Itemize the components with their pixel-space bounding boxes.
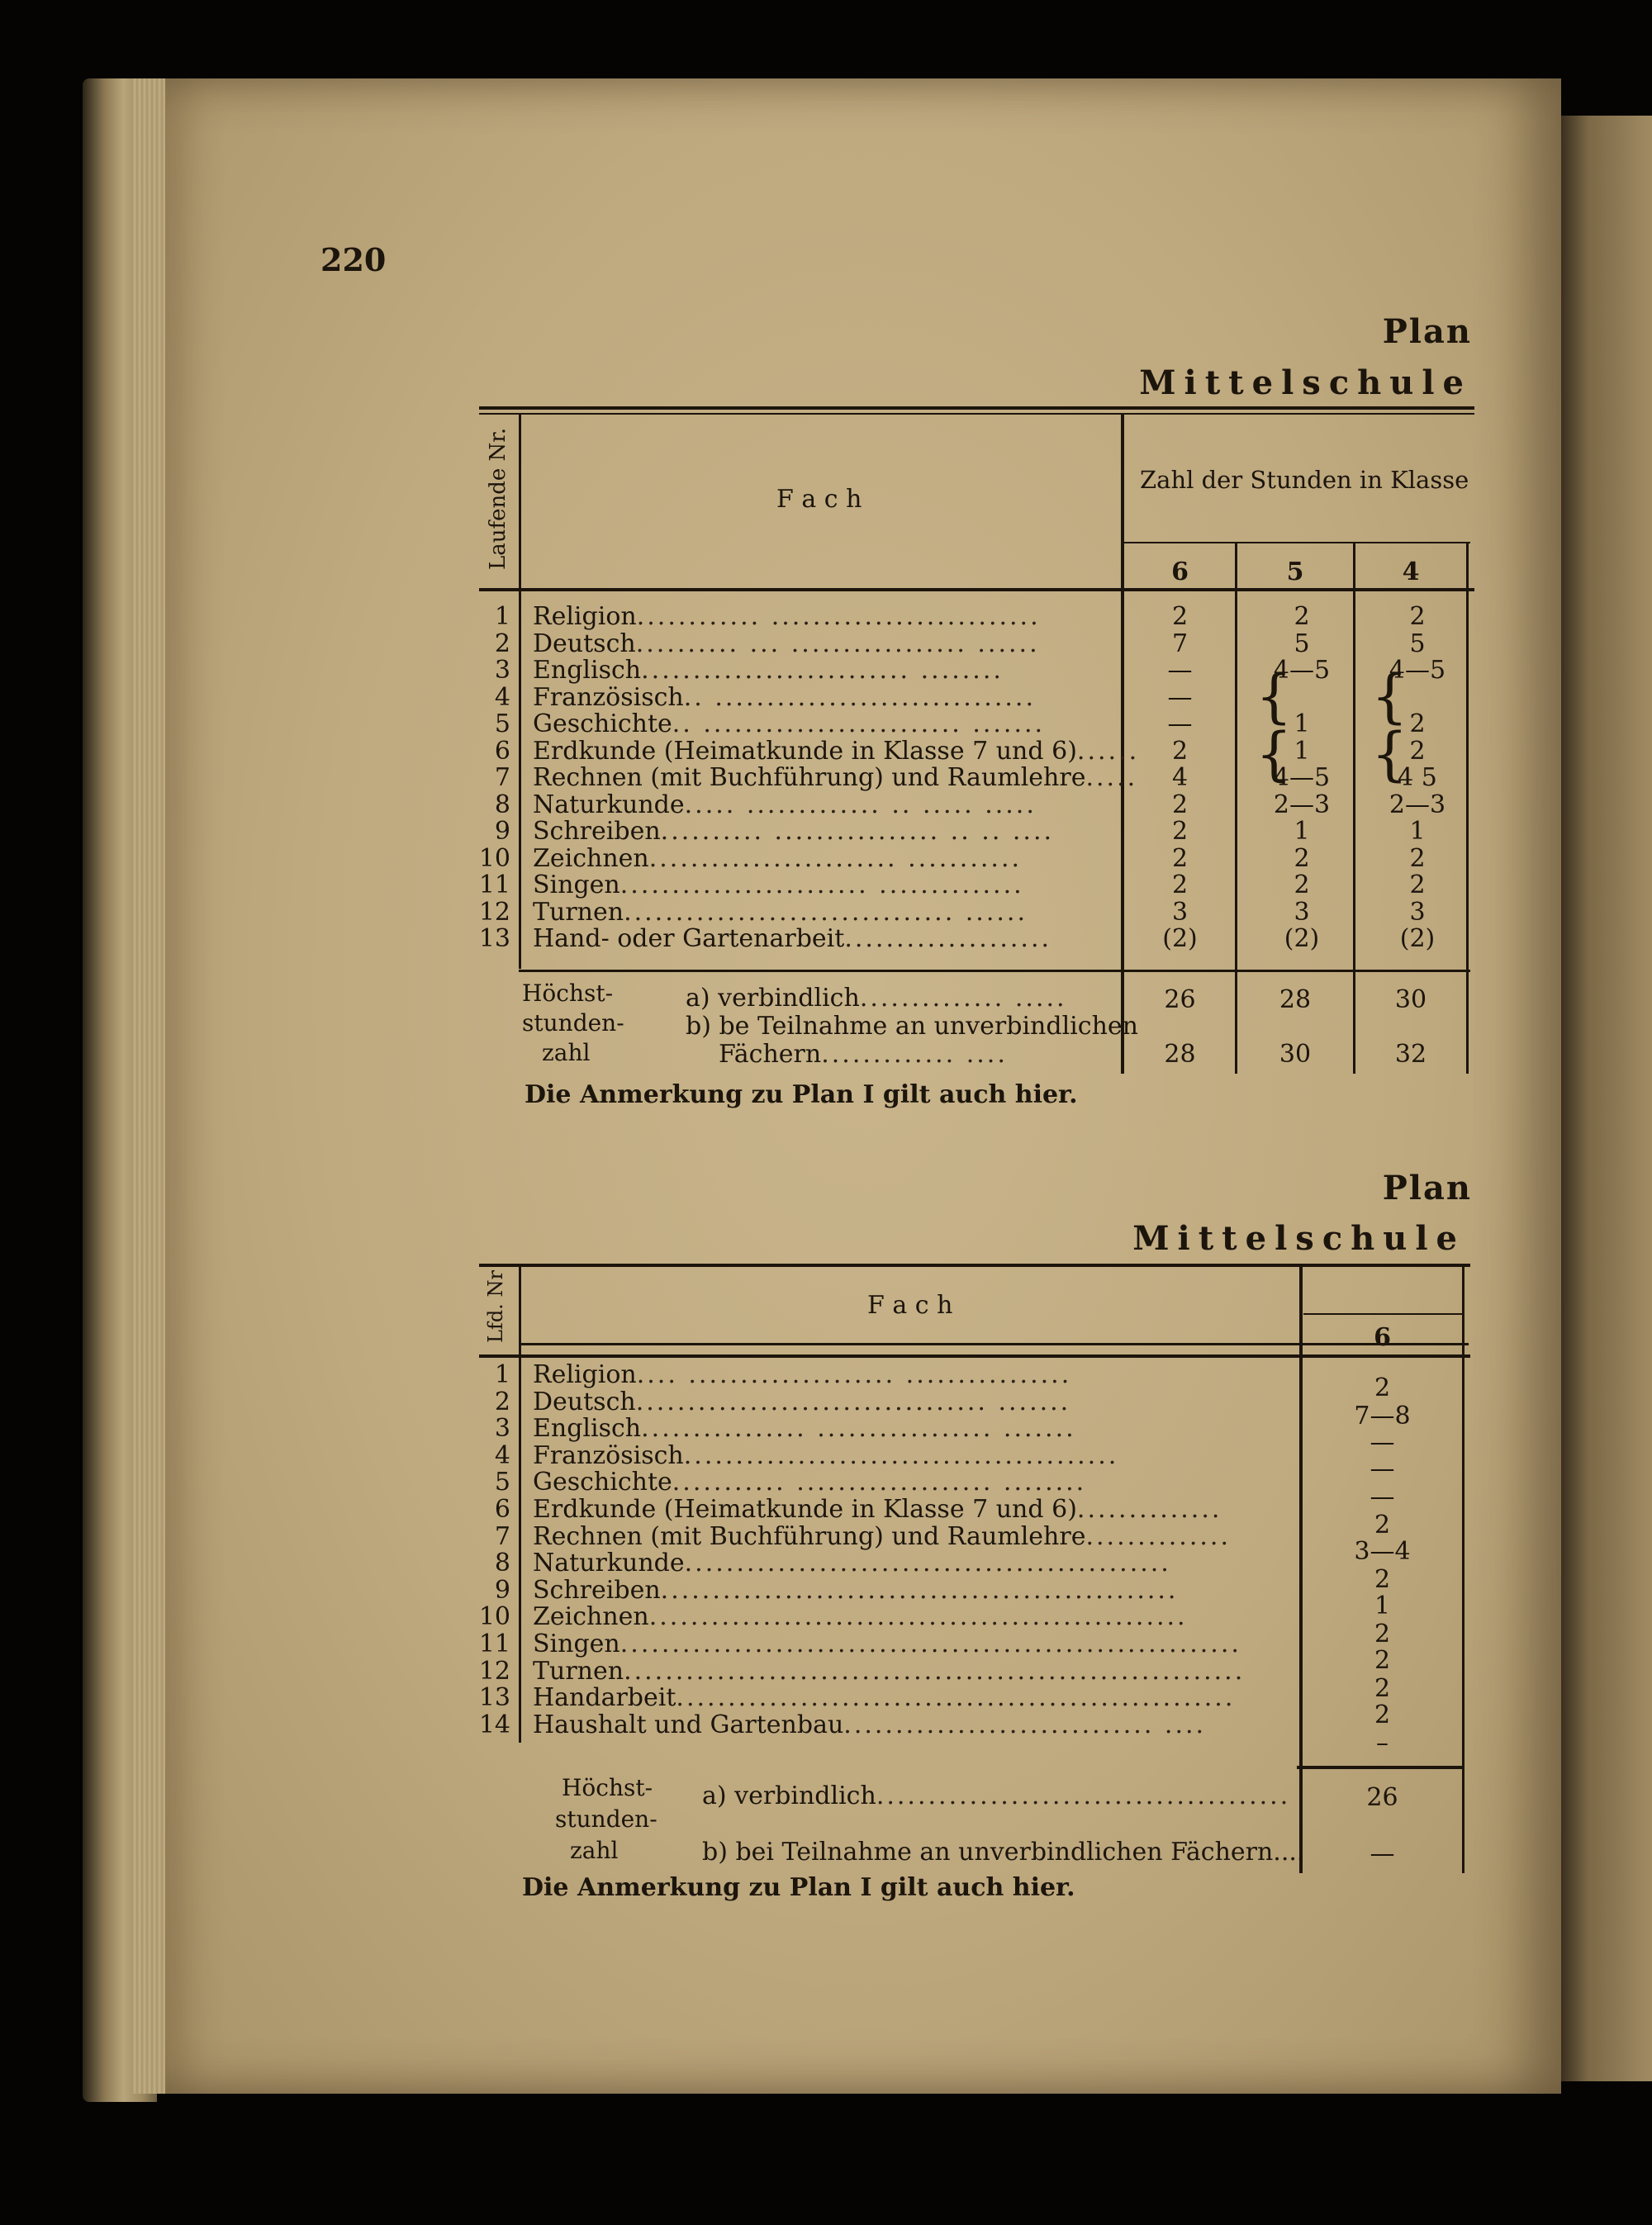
subject-name: Hand- oder Gartenarbeit (533, 924, 845, 953)
plan1-row-value-6: — (1167, 656, 1193, 685)
plan2-col-nr: Lfd. Nr (484, 1270, 507, 1343)
plan2-row-value-6: 2 (1374, 1701, 1391, 1729)
plan1-row-value-5: 4—5 (1273, 656, 1331, 685)
plan2-head-rule-2 (479, 1354, 1470, 1358)
subject-name: Englisch (533, 656, 642, 685)
subject-name: Deutsch (533, 1388, 636, 1416)
plan1-head-rule (479, 588, 1474, 591)
subject-name: Rechnen (mit Buchführung) und Raumlehre (533, 1522, 1086, 1551)
plan1-row-nr: 5 (494, 709, 510, 738)
leader-dots: .................... (844, 924, 1052, 953)
leader-dots: .. ............................... (683, 683, 1036, 712)
plan2-row-value-6: — (1370, 1454, 1395, 1483)
plan1-max-label-3: zahl (542, 1039, 591, 1066)
subject-name: Haushalt und Gartenbau (533, 1710, 844, 1739)
plan1-row-nr: 10 (478, 844, 510, 873)
plan2-row-nr: 7 (494, 1522, 510, 1551)
leader-dots: .......................... ........ (641, 656, 1004, 685)
plan2-row-value-6: 2 (1374, 1674, 1391, 1703)
subject-name: Deutsch (533, 629, 636, 658)
plan1-row-nr: 8 (494, 790, 510, 819)
plan1-row-value-4: 4 5 (1398, 763, 1437, 792)
plan1-row-subject (533, 603, 1111, 630)
subject-name: Schreiben (533, 817, 661, 846)
plan1-class-6: 6 (1171, 557, 1189, 586)
plan2-max-b-6: — (1370, 1839, 1395, 1868)
plan2-row-nr: 5 (494, 1468, 510, 1497)
plan1-row-subject (533, 763, 1138, 792)
leader-dots: .... .................... ................ (636, 1360, 1072, 1389)
subject-name: Religion (533, 602, 637, 631)
leader-dots: ........................ .............. (620, 871, 1024, 899)
plan1-row-value-6: — (1167, 709, 1193, 738)
plan1-row-value-4: 2 (1409, 871, 1426, 899)
plan1-row-value-5: 5 (1294, 629, 1310, 658)
plan1-row-value-4: 2 (1409, 737, 1426, 766)
plan1-col-fach: F a c h (776, 485, 862, 514)
facing-page-edge (1561, 116, 1652, 2081)
plan1-row-value-5: 2 (1294, 871, 1310, 899)
plan1-body-rule (519, 970, 1470, 972)
plan2-row-subject (533, 1468, 1280, 1496)
subject-name: Französisch (533, 1441, 684, 1470)
plan1-max-a: a) verbindlich.............. ..... (686, 984, 1067, 1013)
plan2-row-nr: 14 (478, 1710, 510, 1739)
plan1-max-label-2: stunden- (522, 1009, 624, 1037)
subject-name: Religion (533, 1360, 637, 1389)
plan2-row-nr: 1 (494, 1360, 510, 1389)
plan1-brace-5a: { (1256, 662, 1293, 730)
plan1-row-value-4: 4—5 (1389, 656, 1446, 685)
plan2-row-nr: 12 (478, 1657, 510, 1686)
plan1-max-b-6: 28 (1164, 1040, 1196, 1069)
plan2-row-value-6: 7—8 (1354, 1402, 1411, 1430)
subject-name: Singen (533, 871, 620, 899)
plan1-top-rule (479, 406, 1474, 410)
plan1-row-value-5: 1 (1294, 737, 1310, 766)
plan2-row-value-6: — (1370, 1428, 1395, 1457)
leader-dots: .................................................. (660, 1576, 1179, 1605)
plan1-row-value-6: 2 (1171, 871, 1189, 899)
plan1-row-subject (533, 818, 1111, 845)
plan2-row-value-6: 3—4 (1354, 1537, 1411, 1566)
leader-dots: .................................. ....... (635, 1388, 1071, 1416)
plan2-row-subject (533, 1711, 1280, 1739)
leader-dots: ................................ ...... (624, 898, 1028, 927)
page-number: 220 (320, 241, 387, 278)
plan1-row-value-4: 2 (1409, 844, 1426, 873)
plan1-row-subject (533, 710, 1111, 738)
subject-name: Turnen (533, 1657, 624, 1686)
plan2-row-subject (533, 1442, 1280, 1469)
plan1-row-value-6: 2 (1171, 817, 1189, 846)
plan2-row-value-6: 2 (1374, 1511, 1391, 1539)
plan2-vline-nr (519, 1267, 521, 1743)
leader-dots: ..... ............. .. ..... ..... (684, 790, 1037, 819)
plan1-max-a-6: 26 (1164, 985, 1196, 1014)
plan2-row-subject (533, 1496, 1280, 1523)
leader-dots: .............. (1085, 1522, 1231, 1551)
subject-name: Zeichnen (533, 1602, 649, 1631)
plan1-row-subject (533, 737, 1140, 766)
plan1-row-value-6: 2 (1171, 844, 1189, 873)
subject-name: Rechnen (mit Buchführung) und Raumlehre (533, 763, 1086, 792)
leader-dots: .............. (1076, 1495, 1222, 1524)
plan1-row-value-6: 2 (1171, 790, 1189, 819)
plan2-row-value-6: 2 (1374, 1565, 1391, 1594)
leader-dots: ..... (1085, 763, 1138, 792)
plan1-row-subject (533, 791, 1111, 818)
plan1-row-nr: 3 (494, 656, 510, 685)
plan1-row-subject (533, 925, 1111, 952)
subject-name: Singen (533, 1630, 620, 1658)
plan2-row-subject (533, 1658, 1280, 1685)
leader-dots: .............................. .... (843, 1710, 1207, 1739)
plan1-row-value-4: 2—3 (1389, 790, 1446, 819)
plan2-max-b: b) bei Teilnahme an unverbindlichen Fächern.... (702, 1838, 1305, 1867)
plan2-top-rule (479, 1264, 1470, 1267)
plan1-row-value-5: 2—3 (1273, 790, 1331, 819)
plan1-row-value-4: (2) (1399, 924, 1436, 953)
plan2-subhead-rule (1303, 1313, 1464, 1315)
plan2-note: Die Anmerkung zu Plan I gilt auch hier. (522, 1873, 1075, 1902)
plan2-max-label-3: zahl (570, 1837, 619, 1864)
plan1-max-label-1: Höchst- (522, 980, 614, 1007)
plan2-row-nr: 6 (494, 1495, 510, 1524)
subject-name: Französisch (533, 683, 684, 712)
leader-dots: ................ ................. ....... (641, 1414, 1076, 1443)
plan2-row-subject (533, 1388, 1280, 1416)
plan1-row-value-6: 4 (1171, 763, 1189, 792)
plan1-row-value-6: (2) (1162, 924, 1198, 953)
subject-name: Zeichnen (533, 844, 649, 873)
plan2-vline-end (1462, 1267, 1464, 1873)
plan2-row-value-6: — (1370, 1483, 1395, 1511)
plan2-row-subject (533, 1603, 1280, 1630)
subject-name: Erdkunde (Heimatkunde in Klasse 7 und 6) (533, 1495, 1077, 1524)
leader-dots: ........... ................... ........ (672, 1468, 1087, 1497)
leader-dots: .......... ... ................. ...... (635, 629, 1040, 658)
plan1-row-nr: 1 (494, 602, 510, 631)
subject-name: Naturkunde (533, 790, 685, 819)
plan1-row-nr: 2 (494, 629, 510, 658)
plan1-brace-4b: { (1371, 720, 1408, 788)
plan1-row-value-6: 2 (1171, 602, 1189, 631)
plan2-row-value-6: – (1376, 1729, 1389, 1758)
leader-dots: ............................................................ (624, 1657, 1246, 1686)
subject-name: Englisch (533, 1414, 642, 1443)
plan2-row-nr: 8 (494, 1549, 510, 1577)
leader-dots: ............ .......................... (636, 602, 1041, 631)
plan1-row-subject (533, 630, 1111, 657)
plan1-row-value-4: 5 (1409, 629, 1426, 658)
subject-name: Naturkunde (533, 1549, 685, 1577)
subject-name: Schreiben (533, 1576, 661, 1605)
plan1-row-value-6: — (1167, 683, 1193, 712)
plan1-school: Mittelschule (1139, 363, 1472, 402)
subject-name: Turnen (533, 898, 624, 927)
plan2-row-nr: 4 (494, 1441, 510, 1470)
plan1-row-value-4: 3 (1409, 898, 1426, 927)
plan1-brace-4a: { (1371, 662, 1408, 730)
plan1-brace-5b: { (1256, 720, 1293, 788)
plan1-note: Die Anmerkung zu Plan I gilt auch hier. (525, 1080, 1078, 1109)
plan1-max-b1: b) be Teilnahme an unverbindlichen (686, 1012, 1138, 1041)
plan1-max-b-4: 32 (1394, 1040, 1427, 1069)
plan1-max-a-5: 28 (1279, 985, 1312, 1014)
plan2-row-value-6: 2 (1374, 1373, 1391, 1402)
plan1-row-value-4: 2 (1409, 602, 1426, 631)
plan1-vline-nr (519, 413, 521, 969)
plan2-row-subject (533, 1577, 1280, 1604)
subject-name: Handarbeit (533, 1683, 676, 1712)
plan1-row-value-6: 7 (1171, 629, 1189, 658)
leader-dots: .................................................... (648, 1602, 1188, 1631)
plan1-label: Plan (1382, 312, 1472, 351)
plan2-row-subject (533, 1549, 1280, 1577)
plan1-row-nr: 4 (494, 683, 510, 712)
plan1-max-b2: Fächern............. .... (719, 1040, 1008, 1069)
plan2-max-a: a) verbindlich........................................ (702, 1781, 1291, 1810)
plan1-class-5: 5 (1286, 557, 1304, 586)
plan2-class-6: 6 (1374, 1323, 1391, 1352)
plan2-max-label-2: stunden- (555, 1805, 657, 1833)
plan2-col-fach: F a c h (867, 1291, 953, 1320)
plan2-row-nr: 3 (494, 1414, 510, 1443)
leader-dots: ............................................................ (620, 1630, 1241, 1658)
plan2-row-nr: 11 (478, 1630, 510, 1658)
plan1-col-hours: Zahl der Stunden in Klasse (1140, 466, 1469, 494)
leader-dots: .. ......................... ....... (672, 709, 1046, 738)
plan1-row-subject (533, 845, 1111, 872)
plan2-row-subject (533, 1361, 1280, 1388)
plan2-row-subject (533, 1684, 1280, 1711)
plan1-top-rule-thin (479, 413, 1474, 415)
plan1-row-subject (533, 871, 1111, 899)
plan1-max-b-5: 30 (1279, 1040, 1312, 1069)
plan1-row-value-4: 2 (1409, 709, 1426, 738)
plan2-row-subject (533, 1523, 1280, 1550)
leader-dots: ........................ ........... (648, 844, 1023, 873)
plan1-row-nr: 13 (478, 924, 510, 953)
plan1-row-value-5: (2) (1284, 924, 1320, 953)
leader-dots: ...................................................... (676, 1683, 1236, 1712)
plan2-row-nr: 10 (478, 1602, 510, 1631)
plan2-row-value-6: 2 (1374, 1646, 1391, 1675)
plan1-row-value-6: 3 (1171, 898, 1189, 927)
plan1-row-subject (533, 684, 1111, 711)
plan1-row-value-5: 1 (1294, 709, 1310, 738)
plan1-row-value-4: 1 (1409, 817, 1426, 846)
leader-dots: .......... ................ .. .. .... (660, 817, 1055, 846)
plan2-school: Mittelschule (1132, 1219, 1465, 1258)
plan2-row-nr: 9 (494, 1576, 510, 1605)
plan2-row-nr: 2 (494, 1388, 510, 1416)
plan1-row-subject (533, 657, 1111, 684)
leader-dots: ...... (1076, 737, 1140, 766)
plan1-class-4: 4 (1402, 557, 1420, 586)
plan1-row-nr: 12 (478, 898, 510, 927)
plan2-row-subject (533, 1415, 1280, 1442)
plan1-row-nr: 9 (494, 817, 510, 846)
plan2-row-value-6: 1 (1374, 1592, 1391, 1620)
plan1-row-value-5: 2 (1294, 602, 1310, 631)
subject-name: Geschichte (533, 709, 672, 738)
leader-dots: ............................................... (684, 1549, 1171, 1577)
plan2-max-a-6: 26 (1366, 1783, 1398, 1812)
leader-dots: .......................................... (683, 1441, 1119, 1470)
subject-name: Geschichte (533, 1468, 672, 1497)
plan1-row-value-5: 4—5 (1273, 763, 1331, 792)
plan2-body-rule (1297, 1766, 1462, 1769)
plan1-row-nr: 11 (478, 871, 510, 899)
plan1-row-nr: 7 (494, 763, 510, 792)
subject-name: Erdkunde (Heimatkunde in Klasse 7 und 6) (533, 737, 1077, 766)
plan1-col-nr: Laufende Nr. (486, 427, 510, 570)
plan1-row-value-5: 3 (1294, 898, 1310, 927)
plan1-row-subject (533, 899, 1111, 926)
plan2-row-subject (533, 1630, 1280, 1658)
plan1-subhead-rule (1123, 542, 1470, 543)
plan2-label: Plan (1382, 1169, 1472, 1207)
plan2-max-label-1: Höchst- (562, 1774, 653, 1801)
plan1-row-value-5: 2 (1294, 844, 1310, 873)
plan2-row-value-6: 2 (1374, 1620, 1391, 1649)
plan2-row-nr: 13 (478, 1683, 510, 1712)
plan1-row-nr: 6 (494, 737, 510, 766)
plan1-row-value-5: 1 (1294, 817, 1310, 846)
plan1-row-value-6: 2 (1171, 737, 1189, 766)
plan1-max-a-4: 30 (1394, 985, 1427, 1014)
